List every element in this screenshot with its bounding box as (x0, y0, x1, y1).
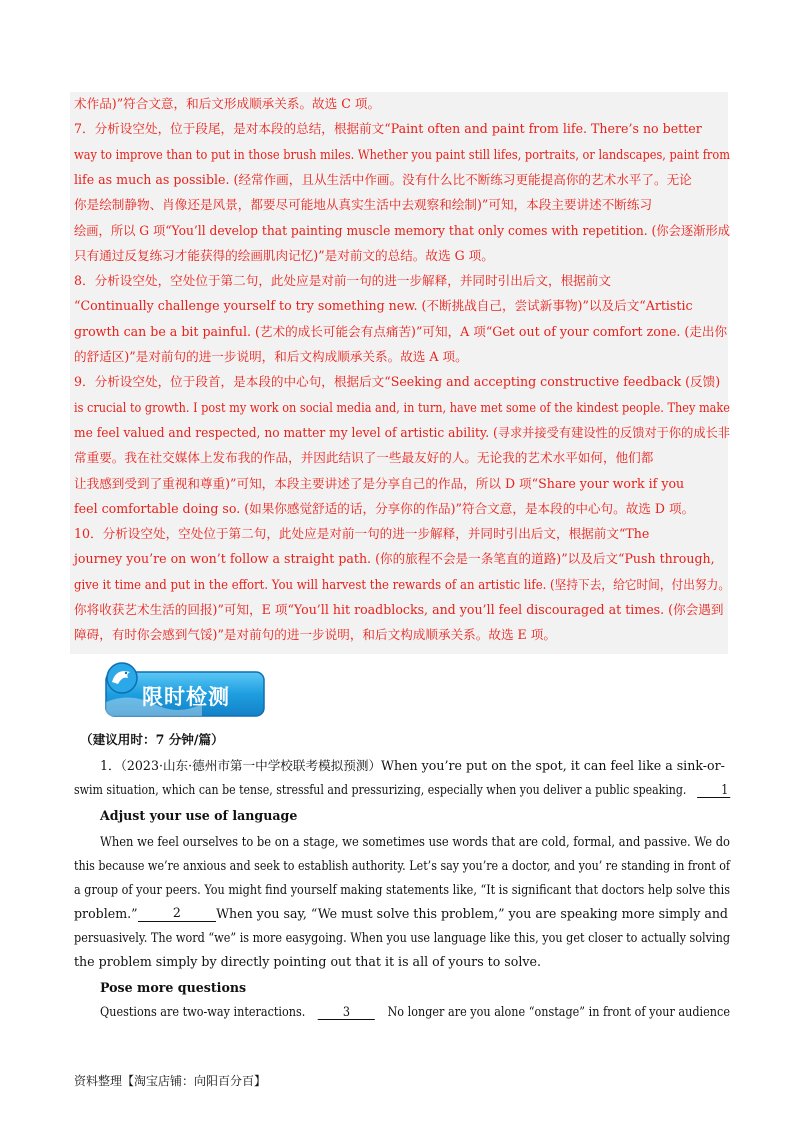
answer-line: 9．分析设空处，位于段首，是本段的中心句，根据后文“Seeking and accepting constructive feedback (反馈) (74, 374, 721, 390)
paragraph-line: persuasively. The word “we” is more easygoing. When you use language like this, you get closer to actually solving (74, 930, 731, 945)
section-banner (100, 660, 266, 720)
answer-line: 的舒适区)”是对前句的进一步说明，和后文构成顺承关系。故选 A 项。 (74, 349, 468, 364)
answer-line: 你是绘制静物、肖像还是风景，都要尽可能地从真实生活中去观察和绘制)”可知，本段主要讲述不断练习 (74, 197, 653, 213)
answer-line: 术作品)”符合文意，和后文形成顺承关系。故选 C 项。 (74, 96, 381, 111)
answer-line: 常重要。我在社交媒体上发布我的作品，并因此结识了一些最友好的人。无论我的艺术水平如何，他们都 (74, 450, 654, 466)
paragraph-text: When you say, “We must solve this problem,” you are speaking more simply and (216, 906, 728, 921)
answer-line: 让我感到受到了重视和尊重)”可知，本段主要讲述了是分享自己的作品，所以 D 项“Share your work if you (74, 475, 685, 491)
answer-line: growth can be a bit painful. (艺术的成长可能会有点痛苦)”可知，A 项“Get out of your comfort zone. (走出你 (74, 323, 728, 339)
answer-line: me feel valued and respected, no matter my level of artistic ability. (寻求并接受有建设性的反馈对于你的成长非 (74, 424, 731, 440)
paragraph-line (74, 906, 728, 922)
answer-line: way to improve than to put in those brush miles. Whether you paint still lifes, portraits, or landscapes, paint from (74, 146, 730, 162)
paragraph-line: this because we’re anxious and seek to establish authority. Let’s say you’re a doctor, and you’ re standing in front of (74, 858, 731, 873)
paragraph-line: When we feel ourselves to be on a stage, we sometimes use words that are cold, formal, and passive. We do (100, 834, 731, 849)
question-intro-line2 (74, 782, 730, 798)
answer-line: 障碍，有时你会感到气馁)”是对前句的进一步说明，和后文构成顺承关系。故选 E 项。 (74, 627, 556, 643)
answer-line: journey you’re on won’t follow a straight path. (你的旅程不会是一条笔直的道路)”以及后文“Push through, (74, 551, 715, 567)
answer-line: give it time and put in the effort. You will harvest the rewards of an artistic life. (坚持下去，给它时间，付出努力。 (74, 576, 731, 592)
paragraph-line (100, 1004, 730, 1020)
blank-number: 1 (721, 782, 729, 797)
suggested-time: （建议用时：7 分钟/篇） (80, 732, 224, 747)
blank-2[interactable] (138, 906, 216, 922)
blank-3[interactable] (318, 1005, 375, 1020)
question-intro-line1: 1．（2023·山东·德州市第一中学校联考模拟预测）When you’re put on the spot, it can feel like a sink-or- (100, 758, 725, 773)
heading-pose-questions: Pose more questions (100, 980, 247, 995)
answer-line: feel comfortable doing so. (如果你感觉舒适的话，分享你的作品)”符合文意，是本段的中心句。故选 D 项。 (74, 500, 695, 516)
answer-line: 只有通过反复练习才能获得的绘画肌肉记忆)”是对前文的总结。故选 G 项。 (74, 247, 494, 263)
answer-line: is crucial to growth. I post my work on social media and, in turn, have met some of the kindest people. They make (74, 399, 730, 415)
answer-line: life as much as possible. (经常作画，且从生活中作画。没有什么比不断练习更能提高你的艺术水平了。无论 (74, 171, 692, 187)
footer-source: 资料整理【淘宝店铺：向阳百分百】 (74, 1074, 267, 1088)
blank-number: 3 (342, 1004, 350, 1019)
blank-1[interactable] (697, 783, 730, 798)
answer-line: “Continually challenge yourself to try something new. (不断挑战自己，尝试新事物)”以及后文“Artistic (74, 298, 693, 314)
paragraph-text: Questions are two-way interactions. (100, 1004, 306, 1019)
dolphin-icon (107, 663, 137, 693)
paragraph-text: problem.” (74, 906, 138, 921)
question-intro-text: swim situation, which can be tense, stressful and pressurizing, especially when you deliver a public speaking. (74, 782, 687, 797)
paragraph-text: No longer are you alone “onstage” in front of your audience (387, 1004, 730, 1019)
answer-line: 7．分析设空处，位于段尾，是对本段的总结，根据前文“Paint often and paint from life. There’s no better (74, 121, 702, 137)
answer-line: 你将收获艺术生活的回报)”可知，E 项“You’ll hit roadblocks, and you’ll feel discouraged at times. (你会遇到 (74, 602, 724, 617)
banner-title: 限时检测 (142, 685, 230, 709)
answer-line: 绘画，所以 G 项“You’ll develop that painting muscle memory that only comes with repetition. (你会逐渐形成 (74, 222, 731, 238)
answer-line: 10．分析设空处，空处位于第二句，此处应是对前一句的进一步解释，并同时引出后文，根据前文“The (74, 526, 650, 542)
paragraph-line: the problem simply by directly pointing out that it is all of yours to solve. (74, 954, 541, 969)
answer-line: 8．分析设空处，空处位于第二句，此处应是对前一句的进一步解释，并同时引出后文，根据前文 (74, 273, 611, 289)
blank-number: 2 (172, 905, 181, 920)
paragraph-line: a group of your peers. You might find yourself making statements like, “It is significant that doctors help solve this (74, 882, 731, 897)
heading-adjust-language: Adjust your use of language (100, 808, 298, 823)
